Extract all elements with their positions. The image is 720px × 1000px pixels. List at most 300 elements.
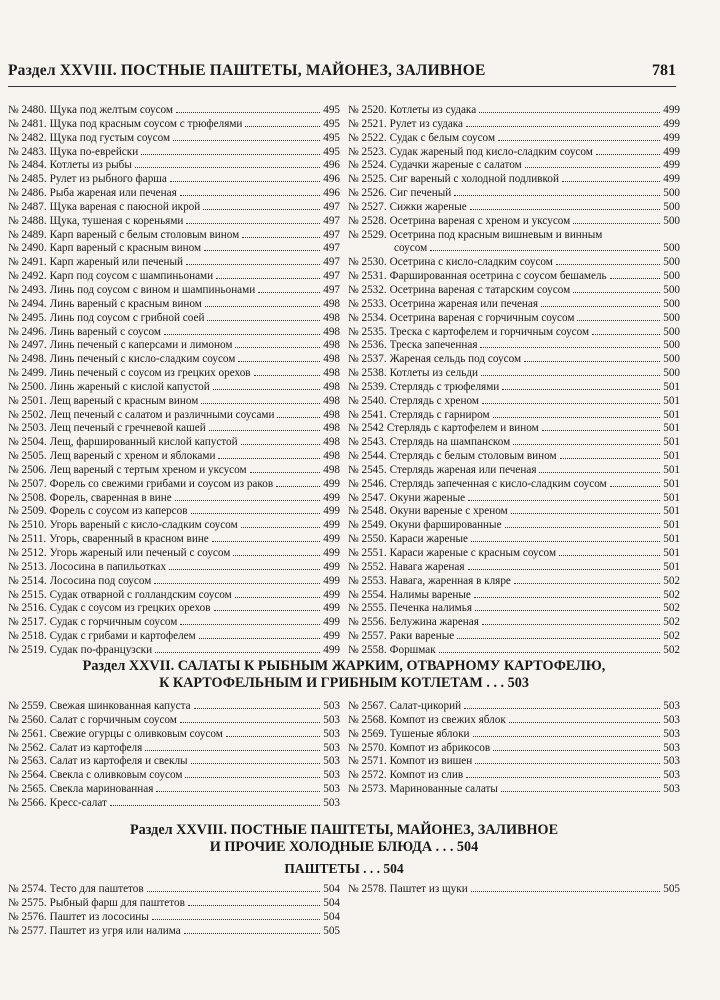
recipe-title: Жареная сельдь под соусом <box>389 353 522 366</box>
recipe-number: № 2520. <box>348 104 387 116</box>
recipe-number: № 2561. <box>8 727 47 740</box>
toc-entry <box>8 616 340 630</box>
running-header <box>0 58 720 84</box>
page-ref: 503 <box>323 713 340 726</box>
dot-leader <box>473 736 661 737</box>
recipe-title: Котлеты из рыбы <box>49 159 132 172</box>
recipe-number: № 2547. <box>348 491 387 504</box>
dot-leader <box>610 278 661 279</box>
dot-leader <box>204 250 320 251</box>
recipe-number: № 2499. <box>8 367 47 380</box>
dot-leader <box>145 750 320 751</box>
dot-leader <box>180 722 320 723</box>
page-ref: 501 <box>663 394 680 407</box>
dot-leader <box>155 652 320 653</box>
dot-leader <box>199 638 321 639</box>
toc-entry <box>8 492 340 506</box>
toc-entry <box>8 367 340 381</box>
dot-leader <box>471 541 660 542</box>
page-ref: 499 <box>663 131 680 144</box>
toc-entry <box>8 326 340 340</box>
page-ref: 501 <box>663 519 680 532</box>
toc-entry <box>8 339 340 353</box>
recipe-number: № 2521. <box>348 117 387 130</box>
recipe-number: № 2546. <box>348 477 387 490</box>
recipe-number: № 2522. <box>348 131 387 144</box>
dot-leader <box>466 777 660 778</box>
dot-leader <box>186 264 320 265</box>
recipe-number: № 2562. <box>8 741 47 754</box>
page-ref: 500 <box>663 297 680 310</box>
page-ref: 499 <box>323 491 340 504</box>
dot-leader <box>214 610 321 611</box>
page-ref: 499 <box>663 159 680 172</box>
toc-entry <box>8 519 340 533</box>
recipe-title: Угорь жареный или печеный с соусом <box>49 547 231 559</box>
toc-entry <box>8 409 340 423</box>
recipe-title: Судак отварной с голландским соусом <box>49 588 232 601</box>
page-ref: 503 <box>323 769 340 782</box>
recipe-number: № 2560. <box>8 713 47 726</box>
recipe-title: Сиг вареный с холодной подливкой <box>389 173 559 186</box>
recipe-title: Форель с соусом из каперсов <box>49 505 188 518</box>
recipe-title: Свекла маринованная <box>49 783 154 796</box>
dot-leader <box>254 375 321 376</box>
recipe-number: № 2507. <box>8 477 47 490</box>
page-ref: 499 <box>323 574 340 587</box>
recipe-number: № 2565. <box>8 783 47 796</box>
recipe-title: Угорь вареный с кисло-сладким соусом <box>49 519 238 532</box>
dot-leader <box>556 264 660 265</box>
dot-leader <box>470 209 660 210</box>
page-ref: 497 <box>323 228 340 241</box>
recipe-number: № 2532. <box>348 283 387 296</box>
dot-leader <box>493 750 660 751</box>
dot-leader <box>475 610 660 611</box>
recipe-number: № 2557. <box>348 630 387 643</box>
page-ref: 501 <box>663 463 680 476</box>
recipe-number: № 2574. <box>8 883 47 895</box>
page-ref: 496 <box>323 159 340 172</box>
recipe-title: Щука под густым соусом <box>49 131 171 144</box>
recipe-title: Судак с грибами и картофелем <box>49 630 196 643</box>
page-ref: 499 <box>663 145 680 158</box>
dot-leader <box>180 624 320 625</box>
recipe-number: № 2536. <box>348 339 387 352</box>
toc-entry <box>348 575 680 589</box>
dot-leader <box>573 223 660 224</box>
recipe-number: № 2567. <box>348 700 387 712</box>
toc-column-right <box>348 883 680 938</box>
dot-leader <box>479 112 660 113</box>
toc-entry <box>8 630 340 644</box>
recipe-number: № 2549. <box>348 519 387 532</box>
page-ref: 500 <box>663 367 680 380</box>
recipe-number: № 2545. <box>348 463 387 476</box>
recipe-title: Компот из абрикосов <box>389 741 491 754</box>
page-ref: 503 <box>663 700 680 712</box>
page-ref: 504 <box>323 910 340 923</box>
toc-entry <box>8 132 340 146</box>
section-heading-27-line2: К КАРТОФЕЛЬНЫМ И ГРИБНЫМ КОТЛЕТАМ . . . 503 <box>159 675 529 691</box>
dot-leader <box>511 513 661 514</box>
recipe-title: Навага, жаренная в кляре <box>389 574 511 587</box>
recipe-title: Карп вареный с белым столовым вином <box>49 228 240 241</box>
page-ref: 501 <box>663 436 680 449</box>
recipe-number: № 2498. <box>8 353 47 366</box>
recipe-title: Стерлядь с картофелем и вином <box>386 422 539 435</box>
recipe-number: № 2569. <box>348 727 387 740</box>
recipe-number: № 2516. <box>8 602 47 615</box>
page-ref: 498 <box>323 311 340 324</box>
toc-entry <box>8 883 340 897</box>
recipe-title: Треска с картофелем и горчичным соусом <box>389 325 590 338</box>
recipe-number: № 2568. <box>348 713 387 726</box>
recipe-title: Щука по-еврейски <box>49 145 139 158</box>
page-ref: 499 <box>323 477 340 490</box>
recipe-number: № 2572. <box>348 769 387 782</box>
recipe-number: № 2535. <box>348 325 387 338</box>
dot-leader <box>110 805 320 806</box>
recipe-number: № 2573. <box>348 783 387 796</box>
dot-leader <box>173 140 320 141</box>
recipe-title: Судак по-французски <box>49 643 153 656</box>
page-ref: 497 <box>323 214 340 227</box>
recipe-title: Тушеные яблоки <box>389 727 470 740</box>
subheading-pates: ПАШТЕТЫ . . . 504 <box>284 861 404 876</box>
toc-entry <box>8 897 340 911</box>
recipe-title: Раки вареные <box>389 630 455 643</box>
toc-entry <box>8 298 340 312</box>
recipe-number: № 2482. <box>8 131 47 144</box>
toc-entry <box>348 284 680 298</box>
dot-leader <box>180 195 321 196</box>
toc-entry <box>8 159 340 173</box>
dot-leader <box>468 500 660 501</box>
dot-leader <box>135 167 320 168</box>
recipe-number: № 2495. <box>8 311 47 324</box>
toc-entry <box>348 409 680 423</box>
recipe-title: Салат с горчичным соусом <box>49 713 177 726</box>
page-ref: 500 <box>663 187 680 200</box>
page-ref: 499 <box>323 630 340 643</box>
toc-entry <box>8 797 340 811</box>
toc-entry-continued <box>348 242 680 256</box>
dot-leader <box>498 140 660 141</box>
toc-entry <box>8 242 340 256</box>
recipe-title: Лещ, фаршированный кислой капустой <box>49 436 238 449</box>
page-number: 781 <box>652 62 676 79</box>
dot-leader <box>258 292 320 293</box>
recipe-title: Паштет из лососины <box>49 910 149 923</box>
page-ref: 501 <box>663 547 680 559</box>
recipe-title: Белужина жареная <box>389 616 479 629</box>
recipe-title: Свежие огурцы с оливковым соусом <box>49 727 223 740</box>
dot-leader <box>241 527 321 528</box>
dot-leader <box>430 250 660 251</box>
toc-entry <box>348 505 680 519</box>
recipe-number: № 2491. <box>8 256 47 269</box>
toc-entry <box>348 561 680 575</box>
page-ref: 498 <box>323 353 340 366</box>
toc-entry <box>8 575 340 589</box>
page-ref: 503 <box>663 727 680 740</box>
toc-entry <box>348 630 680 644</box>
dot-leader <box>141 154 320 155</box>
recipe-title: Осетрина вареная с хреном и уксусом <box>389 214 571 227</box>
toc-entry <box>348 229 680 243</box>
toc-entry <box>348 173 680 187</box>
recipe-number: № 2502. <box>8 408 47 421</box>
page-ref: 501 <box>663 380 680 393</box>
recipe-number: № 2543. <box>348 436 387 449</box>
recipe-number: № 2553. <box>348 574 387 587</box>
page-ref: 500 <box>663 270 680 283</box>
page-ref: 495 <box>323 117 340 130</box>
dot-leader <box>191 513 321 514</box>
page-ref: 498 <box>323 450 340 463</box>
recipe-title: Лососина в папильотках <box>49 560 167 573</box>
recipe-number: № 2571. <box>348 755 387 768</box>
toc-entry <box>8 146 340 160</box>
recipe-number: № 2575. <box>8 896 47 909</box>
recipe-number: № 2534. <box>348 311 387 324</box>
recipe-title: Осетрина вареная с горчичным соусом <box>389 311 575 324</box>
toc-entry <box>348 215 680 229</box>
page-ref: 502 <box>663 588 680 601</box>
page-ref: 503 <box>663 755 680 768</box>
dot-leader <box>169 569 320 570</box>
page-ref: 503 <box>323 727 340 740</box>
recipe-number: № 2556. <box>348 616 387 629</box>
recipe-number: № 2494. <box>8 297 47 310</box>
recipe-title: Навага жареная <box>389 560 465 573</box>
dot-leader <box>573 292 660 293</box>
page-ref: 495 <box>323 104 340 116</box>
page-ref: 497 <box>323 242 340 255</box>
toc-entry <box>348 616 680 630</box>
recipe-number: № 2530. <box>348 256 387 269</box>
recipe-number: № 2480. <box>8 104 47 116</box>
page-ref: 503 <box>323 741 340 754</box>
toc-column-left <box>8 883 340 938</box>
recipe-number: № 2488. <box>8 214 47 227</box>
recipe-title: Салат из картофеля и свеклы <box>49 755 188 768</box>
dot-leader <box>468 569 661 570</box>
dot-leader <box>475 763 660 764</box>
toc-entry <box>348 422 680 436</box>
dot-leader <box>509 722 660 723</box>
toc-entry <box>348 714 680 728</box>
recipe-title: Карп под соусом с шампиньонами <box>49 270 214 283</box>
toc-block-fish <box>8 104 680 658</box>
page-ref: 503 <box>663 713 680 726</box>
toc-column-right <box>348 104 680 658</box>
recipe-number: № 2533. <box>348 297 387 310</box>
recipe-title: Фаршированная осетрина с соусом бешамель <box>389 270 607 283</box>
dot-leader <box>238 361 320 362</box>
recipe-title: Линь печеный с кисло-сладким соусом <box>49 353 236 366</box>
page-ref: 498 <box>323 422 340 435</box>
page-ref: 502 <box>663 616 680 629</box>
dot-leader <box>194 708 321 709</box>
recipe-number: № 2489. <box>8 228 47 241</box>
recipe-title: Маринованные салаты <box>389 783 498 796</box>
recipe-number: № 2548. <box>348 505 387 518</box>
dot-leader <box>235 597 320 598</box>
page-ref: 501 <box>663 408 680 421</box>
page-ref: 497 <box>323 283 340 296</box>
recipe-title: Линь печеный с каперсами и лимоном <box>49 339 233 352</box>
recipe-title: Свежая шинкованная капуста <box>49 700 191 712</box>
recipe-number: № 2538. <box>348 367 387 380</box>
dot-leader <box>562 181 660 182</box>
recipe-number: № 2490. <box>8 242 47 255</box>
recipe-number: № 2563. <box>8 755 47 768</box>
toc-entry <box>8 533 340 547</box>
toc-entry <box>348 118 680 132</box>
page-ref: 498 <box>323 463 340 476</box>
dot-leader <box>147 891 321 892</box>
recipe-number: № 2544. <box>348 450 387 463</box>
page-ref: 500 <box>663 353 680 366</box>
toc-entry <box>348 602 680 616</box>
recipe-number: № 2526. <box>348 187 387 200</box>
recipe-title: Осетрина с кисло-сладким соусом <box>389 256 553 269</box>
recipe-title: Стерлядь на шампанском <box>389 436 511 449</box>
dot-leader <box>205 306 320 307</box>
recipe-number: № 2506. <box>8 463 47 476</box>
recipe-title: Стерлядь запеченная с кисло-сладким соусом <box>389 477 607 490</box>
toc-block-salads <box>8 700 680 811</box>
page-ref: 498 <box>323 408 340 421</box>
dot-leader <box>201 403 320 404</box>
section-heading-28-line2: И ПРОЧИЕ ХОЛОДНЫЕ БЛЮДА . . . 504 <box>209 839 479 855</box>
toc-entry <box>348 367 680 381</box>
dot-leader <box>154 583 320 584</box>
dot-leader <box>482 403 660 404</box>
toc-entry <box>8 381 340 395</box>
recipe-title: Треска запеченная <box>389 339 478 352</box>
recipe-title: Паштет из угря или налима <box>49 924 181 937</box>
recipe-number: № 2550. <box>348 533 387 546</box>
recipe-number: № 2514. <box>8 574 47 587</box>
page-ref: 498 <box>323 297 340 310</box>
recipe-number: № 2524. <box>348 159 387 172</box>
toc-entry <box>348 478 680 492</box>
recipe-title-continued: соусом <box>394 242 428 255</box>
dot-leader <box>610 486 661 487</box>
dot-leader <box>514 583 660 584</box>
recipe-number: № 2513. <box>8 560 47 573</box>
page-ref: 497 <box>323 256 340 269</box>
page-ref: 500 <box>663 242 680 255</box>
recipe-title: Салат-цикорий <box>389 700 462 712</box>
dot-leader <box>501 791 660 792</box>
recipe-number: № 2509. <box>8 505 47 518</box>
toc-entry <box>8 464 340 478</box>
recipe-number: № 2558. <box>348 643 387 656</box>
toc-entry <box>348 883 680 897</box>
dot-leader <box>480 347 660 348</box>
toc-entry <box>8 215 340 229</box>
page-ref: 499 <box>323 547 340 559</box>
recipe-title: Сижки жареные <box>389 200 467 213</box>
page-ref: 496 <box>323 173 340 186</box>
recipe-number: № 2481. <box>8 117 47 130</box>
page-ref: 496 <box>323 187 340 200</box>
recipe-number: № 2493. <box>8 283 47 296</box>
page-ref: 502 <box>663 602 680 615</box>
recipe-title: Форель со свежими грибами и соусом из раков <box>49 477 274 490</box>
page-ref: 499 <box>663 104 680 116</box>
page-ref: 501 <box>663 533 680 546</box>
toc-entry <box>348 644 680 658</box>
toc-entry <box>8 422 340 436</box>
recipe-number: № 2539. <box>348 380 387 393</box>
section-heading-28-line1: Раздел XXVIII. ПОСТНЫЕ ПАШТЕТЫ, МАЙОНЕЗ, ЗАЛИВНОЕ <box>129 822 559 838</box>
toc-entry <box>348 464 680 478</box>
toc-entry <box>348 589 680 603</box>
recipe-title: Кресс-салат <box>49 796 107 809</box>
running-header-title: Раздел XXVIII. ПОСТНЫЕ ПАШТЕТЫ, МАЙОНЕЗ, ЗАЛИВНОЕ <box>8 62 486 79</box>
recipe-number: № 2528. <box>348 214 387 227</box>
page-ref: 499 <box>323 643 340 656</box>
toc-entry <box>348 533 680 547</box>
page-ref: 500 <box>663 325 680 338</box>
dot-leader <box>235 347 320 348</box>
page-ref: 500 <box>663 311 680 324</box>
toc-entry <box>8 312 340 326</box>
page-ref: 501 <box>663 505 680 518</box>
recipe-number: № 2541. <box>348 408 387 421</box>
toc-entry <box>8 561 340 575</box>
recipe-title: Стерлядь с гарниром <box>389 408 490 421</box>
dot-leader <box>209 430 321 431</box>
page-ref: 499 <box>323 560 340 573</box>
page-ref: 498 <box>323 380 340 393</box>
toc-entry <box>8 755 340 769</box>
toc-entry <box>8 187 340 201</box>
toc-entry <box>8 450 340 464</box>
recipe-number: № 2512. <box>8 547 47 559</box>
page-ref: 499 <box>663 117 680 130</box>
recipe-number: № 2555. <box>348 602 387 615</box>
dot-leader <box>481 375 660 376</box>
dot-leader <box>502 389 660 390</box>
toc-entry <box>348 187 680 201</box>
recipe-title: Щука вареная с паюсной икрой <box>49 200 201 213</box>
page-ref: 505 <box>323 924 340 937</box>
recipe-title: Угорь, сваренный в красном вине <box>49 533 209 546</box>
toc-entry <box>348 547 680 561</box>
page-ref: 501 <box>663 450 680 463</box>
recipe-title: Стерлядь с белым столовым вином <box>389 450 557 463</box>
recipe-number: № 2517. <box>8 616 47 629</box>
toc-entry <box>8 714 340 728</box>
page-ref: 498 <box>323 325 340 338</box>
recipe-title: Салат из картофеля <box>49 741 143 754</box>
toc-entry <box>348 700 680 714</box>
dot-leader <box>186 223 320 224</box>
recipe-title: Линь под соусом с вином и шампиньонами <box>49 283 256 296</box>
toc-entry <box>348 256 680 270</box>
page-ref: 499 <box>663 173 680 186</box>
dot-leader <box>207 320 320 321</box>
toc-block-pates <box>8 883 680 938</box>
recipe-title: Лещ вареный с хреном и яблоками <box>49 450 216 463</box>
recipe-title: Лососина под соусом <box>49 574 152 587</box>
